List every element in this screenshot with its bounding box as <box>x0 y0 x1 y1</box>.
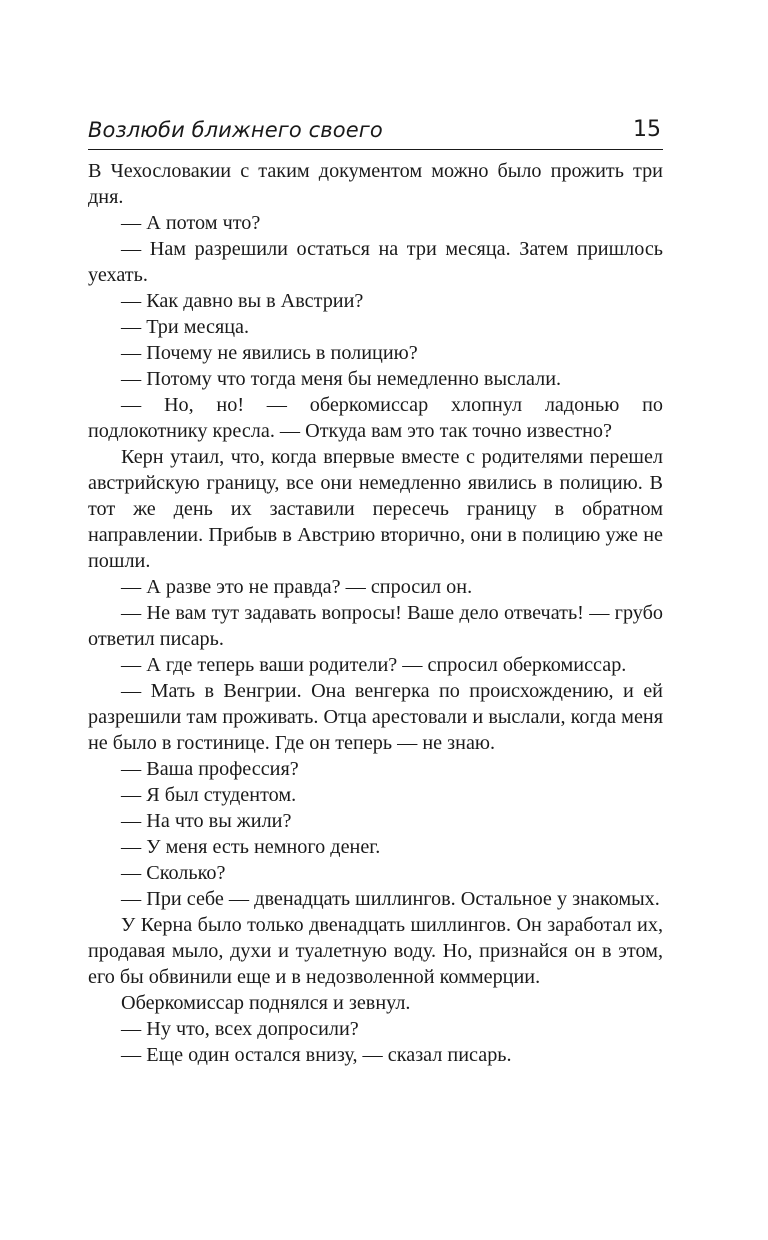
paragraph: — А где теперь ваши родители? — спросил оберкомиссар. <box>121 654 627 676</box>
paragraph: — При себе — двенадцать шиллингов. Остальное у знакомых. <box>121 888 660 910</box>
paragraph: В Чехословакии с таким документом можно было прожить три дня. <box>88 160 663 208</box>
paragraph: — Три месяца. <box>121 316 250 338</box>
paragraph: — Я был студентом. <box>121 784 297 806</box>
paragraph: — Сколько? <box>121 862 226 884</box>
header-rule <box>88 149 663 150</box>
paragraph: Керн утаил, что, когда впервые вместе с родителями перешел австрийскую границу, все они немедленно явились в полицию. В тот же день их заставили пересечь границу в обратном направлении. Прибыв в Австрию вторично, они в полицию уже не пошли. <box>88 446 663 572</box>
paragraph: — Ваша профессия? <box>121 758 299 780</box>
paragraph: — А разве это не правда? — спросил он. <box>121 576 473 598</box>
paragraph: — Потому что тогда меня бы немедленно выслали. <box>121 368 562 390</box>
paragraph: — Нам разрешили остаться на три месяца. Затем пришлось уехать. <box>88 238 663 286</box>
page-header <box>88 116 663 150</box>
paragraph: У Керна было только двенадцать шиллингов. Он заработал их, продавая мыло, духи и туалетную воду. Но, признайся он в этом, его бы обвинили еще и в недозволенной коммерции. <box>88 914 663 988</box>
page-number: 15 <box>633 117 661 142</box>
paragraph: — На что вы жили? <box>121 810 292 832</box>
paragraph: — Ну что, всех допросили? <box>121 1018 359 1040</box>
paragraph: Оберкомиссар поднялся и зевнул. <box>121 992 411 1014</box>
paragraph: — Как давно вы в Австрии? <box>121 290 364 312</box>
paragraph: — Еще один остался внизу, — сказал писарь. <box>121 1044 512 1066</box>
paragraph: — А потом что? <box>121 212 261 234</box>
running-title: Возлюби ближнего своего <box>88 118 383 142</box>
paragraph: — Мать в Венгрии. Она венгерка по происхождению, и ей разрешили там проживать. Отца арестовали и выслали, когда меня не было в гостинице. Где он теперь — не знаю. <box>88 680 663 754</box>
body-text <box>88 158 663 1068</box>
paragraph: — Почему не явились в полицию? <box>121 342 418 364</box>
paragraph: — У меня есть немного денег. <box>121 836 381 858</box>
paragraph: — Но, но! — оберкомиссар хлопнул ладонью по подлокотнику кресла. — Откуда вам это так точно известно? <box>88 394 663 442</box>
paragraph: — Не вам тут задавать вопросы! Ваше дело отвечать! — грубо ответил писарь. <box>88 602 663 650</box>
